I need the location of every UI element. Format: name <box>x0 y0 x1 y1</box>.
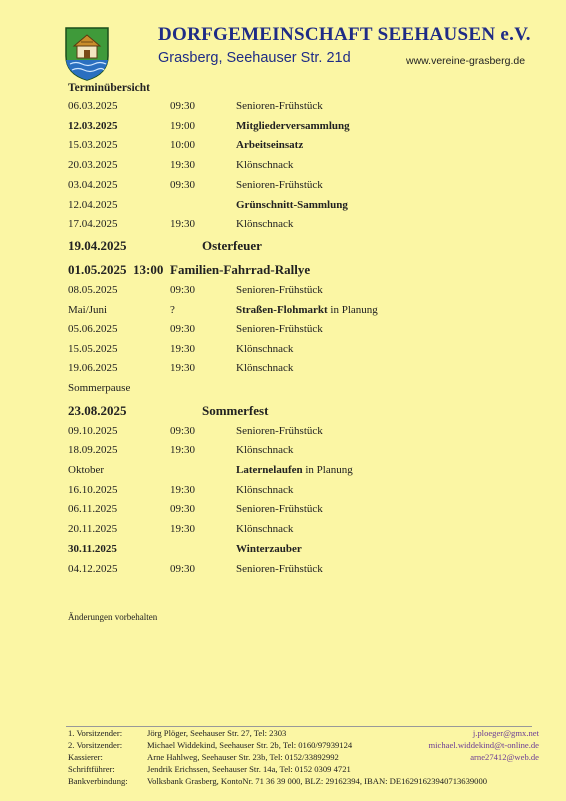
event-name: Senioren-Frühstück <box>236 425 323 437</box>
event-date: 06.11.2025 <box>68 503 118 515</box>
event-name: Senioren-Frühstück <box>236 323 323 335</box>
event-time: 09:30 <box>170 503 196 515</box>
event-name: Grünschnitt-Sammlung <box>236 199 348 211</box>
schedule-row <box>0 523 566 541</box>
event-name: Sommerfest <box>202 403 269 418</box>
event-date: 05.06.2025 <box>68 323 118 335</box>
event-name: Klönschnack <box>236 343 294 355</box>
organization-address: Grasberg, Seehauser Str. 21d <box>158 50 351 66</box>
event-time: ? <box>170 304 175 316</box>
event-date: 19.06.2025 <box>68 362 118 374</box>
footer-divider <box>66 726 532 727</box>
schedule-row-highlight <box>0 403 566 421</box>
organization-name: DORFGEMEINSCHAFT SEEHAUSEN e.V. <box>158 24 531 45</box>
schedule-row <box>0 362 566 380</box>
footer-label: Schriftführer: <box>68 764 115 774</box>
event-name-with-note <box>236 464 353 476</box>
event-date: Oktober <box>68 464 105 476</box>
footer-value: Michael Widdekind, Seehauser Str. 2b, Tel: 0160/97939124 <box>147 740 353 750</box>
event-name: Klönschnack <box>236 159 294 171</box>
event-date: 04.12.2025 <box>68 563 118 575</box>
schedule-row <box>0 382 566 400</box>
event-time: 19:30 <box>170 159 196 171</box>
event-date: Mai/Juni <box>68 304 108 316</box>
schedule-row <box>0 543 566 561</box>
event-name: Senioren-Frühstück <box>236 100 323 112</box>
event-time: 19:30 <box>170 218 196 230</box>
event-name: Senioren-Frühstück <box>236 179 323 191</box>
schedule-row <box>0 563 566 581</box>
footer-label: 2. Vorsitzender: <box>68 740 123 750</box>
event-name: Osterfeuer <box>202 238 262 253</box>
event-date: 20.11.2025 <box>68 523 118 535</box>
footer-row <box>0 764 566 776</box>
footer-label: 1. Vorsitzender: <box>68 728 123 738</box>
footer-label: Kassierer: <box>68 752 103 762</box>
schedule-row <box>0 179 566 197</box>
schedule-row <box>0 304 566 322</box>
event-time: 09:30 <box>170 100 196 112</box>
footer-value: Jörg Plöger, Seehauser Str. 27, Tel: 2303 <box>147 728 287 738</box>
event-name: Senioren-Frühstück <box>236 503 323 515</box>
event-name: Klönschnack <box>236 523 294 535</box>
event-name-with-note <box>236 304 378 316</box>
event-time: 19:00 <box>170 120 196 132</box>
event-date: 09.10.2025 <box>68 425 118 437</box>
schedule-row <box>0 284 566 302</box>
footer-value: Jendrik Erichssen, Seehauser Str. 14a, Tel: 0152 0309 4721 <box>147 764 351 774</box>
event-time: 13:00 <box>133 262 164 277</box>
footer-value: Volksbank Grasberg, KontoNr. 71 36 39 000, BLZ: 29162394, IBAN: DE16291623940713639000 <box>147 776 488 786</box>
footer-email[interactable]: j.ploeger@gmx.net <box>472 728 539 738</box>
event-time: 09:30 <box>170 323 196 335</box>
schedule-row <box>0 444 566 462</box>
changes-reserved-note: Änderungen vorbehalten <box>68 612 158 622</box>
event-time: 19:30 <box>170 362 196 374</box>
event-time: 09:30 <box>170 179 196 191</box>
schedule-row <box>0 503 566 521</box>
event-date: Sommerpause <box>68 382 131 394</box>
event-name: Mitgliederversammlung <box>236 120 350 132</box>
event-name: Senioren-Frühstück <box>236 563 323 575</box>
event-name: Laternelaufen <box>236 464 303 476</box>
event-name: Klönschnack <box>236 218 294 230</box>
event-time: 09:30 <box>170 284 196 296</box>
footer-email[interactable]: michael.widdekind@t-online.de <box>428 740 539 750</box>
schedule-row-highlight <box>0 238 566 256</box>
schedule-row <box>0 218 566 236</box>
footer-row <box>0 728 566 740</box>
event-date: 12.03.2025 <box>68 120 118 132</box>
event-name: Arbeitseinsatz <box>236 139 304 151</box>
schedule-row <box>0 484 566 502</box>
event-time: 09:30 <box>170 425 196 437</box>
schedule-row <box>0 159 566 177</box>
event-date: 30.11.2025 <box>68 543 117 555</box>
event-time: 19:30 <box>170 523 196 535</box>
event-name: Klönschnack <box>236 362 294 374</box>
section-title: Terminübersicht <box>68 82 150 94</box>
event-time: 19:30 <box>170 444 196 456</box>
footer-email[interactable]: arne27412@web.de <box>470 752 539 762</box>
event-name: Senioren-Frühstück <box>236 284 323 296</box>
event-date: 23.08.2025 <box>68 403 127 418</box>
schedule-row <box>0 199 566 217</box>
schedule-row <box>0 139 566 157</box>
event-date: 08.05.2025 <box>68 284 118 296</box>
schedule-row-highlight <box>0 262 566 280</box>
footer-label: Bankverbindung: <box>68 776 128 786</box>
event-date: 17.04.2025 <box>68 218 118 230</box>
event-date: 15.03.2025 <box>68 139 118 151</box>
schedule-row <box>0 425 566 443</box>
event-name: Klönschnack <box>236 484 294 496</box>
event-name: Familien-Fahrrad-Rallye <box>170 262 311 277</box>
event-date: 20.03.2025 <box>68 159 118 171</box>
event-note: in Planung <box>305 464 353 476</box>
event-date: 12.04.2025 <box>68 199 118 211</box>
footer-row <box>0 752 566 764</box>
event-name: Klönschnack <box>236 444 294 456</box>
event-date: 16.10.2025 <box>68 484 118 496</box>
event-date: 19.04.2025 <box>68 238 127 253</box>
event-date: 15.05.2025 <box>68 343 118 355</box>
footer-row <box>0 740 566 752</box>
event-name: Winterzauber <box>236 543 302 555</box>
event-date: 18.09.2025 <box>68 444 118 456</box>
schedule-row <box>0 343 566 361</box>
event-time: 09:30 <box>170 563 196 575</box>
event-date: 03.04.2025 <box>68 179 118 191</box>
event-name: Straßen-Flohmarkt <box>236 304 328 316</box>
footer-row <box>0 776 566 788</box>
event-time: 19:30 <box>170 343 196 355</box>
schedule-row <box>0 100 566 118</box>
schedule-row <box>0 120 566 138</box>
organization-website: www.vereine-grasberg.de <box>406 55 526 67</box>
schedule-row <box>0 323 566 341</box>
footer-value: Arne Hahlweg, Seehauser Str. 23b, Tel: 0152/33892992 <box>147 752 339 762</box>
event-date: 01.05.2025 <box>68 262 127 277</box>
event-note: in Planung <box>330 304 378 316</box>
schedule-row <box>0 464 566 482</box>
event-time: 10:00 <box>170 139 196 151</box>
event-time: 19:30 <box>170 484 196 496</box>
event-date: 06.03.2025 <box>68 100 118 112</box>
